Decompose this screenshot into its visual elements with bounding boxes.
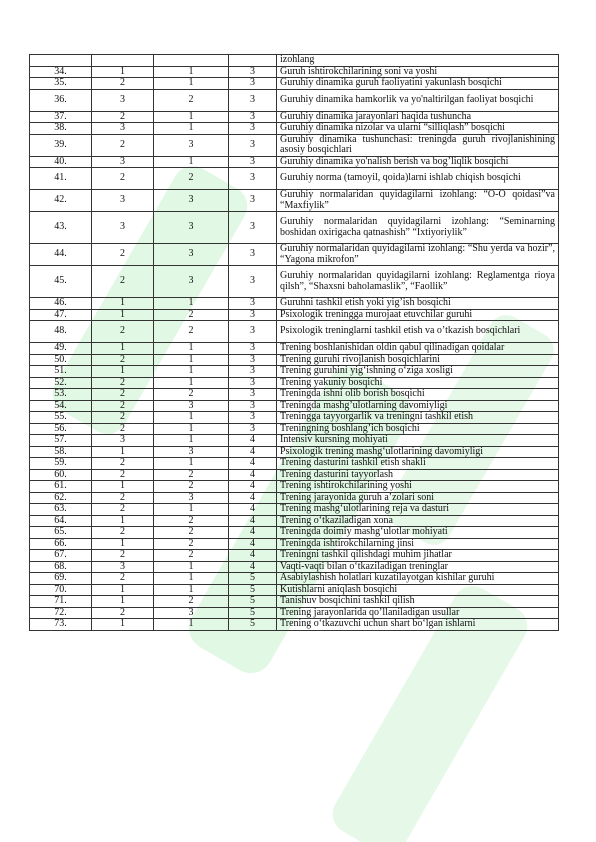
- cell-col-a: 1: [92, 66, 154, 78]
- cell-col-a: 1: [92, 298, 154, 310]
- cell-col-b: 1: [154, 111, 229, 123]
- cell-col-a: 3: [92, 89, 154, 111]
- cell-topic: Psixologik treninglarni tashkil etish va o’tkazish bosqichlari: [277, 321, 559, 343]
- cell-topic: Asabiylashish holatlari kuzatilayotgan kishilar guruhi: [277, 573, 559, 585]
- cell-topic: Trening jarayonlarida qo’llaniladigan usullar: [277, 607, 559, 619]
- table-row: [30, 400, 559, 412]
- cell-col-c: 5: [229, 573, 277, 585]
- cell-topic: Trening o‘tkaziladigan xona: [277, 515, 559, 527]
- cell-col-a: 1: [92, 515, 154, 527]
- cell-number: 50.: [30, 354, 92, 366]
- cell-col-b: 1: [154, 412, 229, 424]
- cell-topic: Guruhiy dinamika hamkorlik va yo'naltirilgan faoliyat bosqichi: [277, 89, 559, 111]
- cell-number: 63.: [30, 504, 92, 516]
- cell-number: 56.: [30, 423, 92, 435]
- table-row: [30, 78, 559, 90]
- cell-topic: Trening guruhini yig‘ishning o‘ziga xosligi: [277, 366, 559, 378]
- table-row: [30, 492, 559, 504]
- cell-number: 65.: [30, 527, 92, 539]
- cell-topic: Guruhiy normalaridan quyidagilarni izohlang: “Shu yerda va hozir”, “Yagona mikrofon”: [277, 244, 559, 266]
- cell-col-b: 2: [154, 550, 229, 562]
- table-body: [30, 55, 559, 631]
- table-row: [30, 538, 559, 550]
- cell-number: 41.: [30, 168, 92, 190]
- cell-col-c: 3: [229, 66, 277, 78]
- cell-col-c: 3: [229, 212, 277, 244]
- cell-col-b: 1: [154, 584, 229, 596]
- cell-col-c: 3: [229, 377, 277, 389]
- cell-col-c: 3: [229, 298, 277, 310]
- cell-col-b: 3: [154, 492, 229, 504]
- cell-number: 52.: [30, 377, 92, 389]
- cell-col-b: 1: [154, 423, 229, 435]
- cell-number: 37.: [30, 111, 92, 123]
- table-row: [30, 343, 559, 355]
- cell-col-c: 3: [229, 309, 277, 321]
- cell-col-b: 1: [154, 156, 229, 168]
- cell-number: 42.: [30, 190, 92, 212]
- table-row: [30, 66, 559, 78]
- cell-topic: Intensiv kursning mohiyati: [277, 435, 559, 447]
- cell-col-b: 3: [154, 400, 229, 412]
- cell-number: 40.: [30, 156, 92, 168]
- cell-topic: Psixologik trening mashg‘ulotlarining davomiyligi: [277, 446, 559, 458]
- cell-topic: Treningda doimiy mashg‘ulotlar mohiyati: [277, 527, 559, 539]
- cell-col-b: 1: [154, 78, 229, 90]
- cell-topic: Trening mashg‘ulotlarining reja va dasturi: [277, 504, 559, 516]
- cell-col-a: 1: [92, 596, 154, 608]
- cell-col-a: 1: [92, 619, 154, 631]
- cell-col-a: 2: [92, 550, 154, 562]
- table-row: [30, 504, 559, 516]
- cell-col-c: 3: [229, 190, 277, 212]
- cell-col-b: 3: [154, 244, 229, 266]
- table-row: [30, 190, 559, 212]
- cell-number: 60.: [30, 469, 92, 481]
- cell-col-c: 3: [229, 244, 277, 266]
- cell-number: [30, 55, 92, 67]
- cell-topic: Trening dasturini tashkil etish shakli: [277, 458, 559, 470]
- cell-col-b: 2: [154, 527, 229, 539]
- cell-col-b: 2: [154, 469, 229, 481]
- cell-number: 44.: [30, 244, 92, 266]
- cell-col-a: 2: [92, 423, 154, 435]
- table-row: [30, 298, 559, 310]
- cell-number: 59.: [30, 458, 92, 470]
- cell-col-c: 4: [229, 469, 277, 481]
- cell-col-a: 2: [92, 244, 154, 266]
- table-row: [30, 469, 559, 481]
- cell-topic: Guruh ishtirokchilarining soni va yoshi: [277, 66, 559, 78]
- cell-number: 35.: [30, 78, 92, 90]
- cell-number: 62.: [30, 492, 92, 504]
- cell-col-a: 3: [92, 123, 154, 135]
- cell-col-c: 4: [229, 481, 277, 493]
- cell-col-b: 3: [154, 266, 229, 298]
- cell-topic: Treningning boshlang’ich bosqichi: [277, 423, 559, 435]
- cell-col-a: 2: [92, 492, 154, 504]
- cell-number: 49.: [30, 343, 92, 355]
- cell-col-c: 4: [229, 458, 277, 470]
- table-row: [30, 515, 559, 527]
- cell-col-a: 2: [92, 458, 154, 470]
- table-row: [30, 134, 559, 156]
- table-row: [30, 354, 559, 366]
- cell-col-b: 3: [154, 607, 229, 619]
- cell-col-b: 2: [154, 168, 229, 190]
- table-row: [30, 596, 559, 608]
- table-row: [30, 212, 559, 244]
- question-table: [29, 54, 559, 631]
- cell-col-a: 1: [92, 309, 154, 321]
- cell-col-b: 1: [154, 619, 229, 631]
- cell-col-c: 3: [229, 78, 277, 90]
- cell-col-a: 3: [92, 561, 154, 573]
- cell-topic: Guruhiy dinamika tushunchasi: treningda guruh rivojlanishining asosiy bosqichlari: [277, 134, 559, 156]
- cell-number: 58.: [30, 446, 92, 458]
- cell-col-a: 2: [92, 389, 154, 401]
- table-row: [30, 573, 559, 585]
- table-row: [30, 123, 559, 135]
- cell-topic: Tanishuv bosqichini tashkil qilish: [277, 596, 559, 608]
- cell-topic: Guruhiy norma (tamoyil, qoida)larni ishlab chiqish bosqichi: [277, 168, 559, 190]
- cell-topic: Guruhiy dinamika jarayonlari haqida tushuncha: [277, 111, 559, 123]
- cell-topic: Psixologik treningga murojaat etuvchilar guruhi: [277, 309, 559, 321]
- cell-col-a: 2: [92, 377, 154, 389]
- cell-col-a: 1: [92, 446, 154, 458]
- cell-col-b: 3: [154, 446, 229, 458]
- table-row: [30, 266, 559, 298]
- cell-number: 54.: [30, 400, 92, 412]
- cell-number: 68.: [30, 561, 92, 573]
- cell-topic: Treningni tashkil qilishdagi muhim jihatlar: [277, 550, 559, 562]
- cell-number: 48.: [30, 321, 92, 343]
- cell-col-b: 1: [154, 561, 229, 573]
- cell-topic: Kutishlarni aniqlash bosqichi: [277, 584, 559, 596]
- cell-topic: Treningga tayyorgarlik va treningni tashkil etish: [277, 412, 559, 424]
- cell-topic: Guruhiy normalaridan quyidagilarni izohlang: “Seminarning boshidan oxirigacha qatnashish” “Ixtiyoriylik”: [277, 212, 559, 244]
- cell-col-c: 3: [229, 423, 277, 435]
- cell-topic: Guruhiy dinamika yo'nalish berish va bog’liqlik bosqichi: [277, 156, 559, 168]
- table-row: [30, 377, 559, 389]
- table-row: [30, 584, 559, 596]
- cell-number: 38.: [30, 123, 92, 135]
- cell-number: 64.: [30, 515, 92, 527]
- cell-topic: Treningda mashg’ulotlarning davomiyligi: [277, 400, 559, 412]
- table-row: [30, 527, 559, 539]
- cell-topic: Treningda ishtirokchilarning jinsi: [277, 538, 559, 550]
- cell-col-b: 2: [154, 389, 229, 401]
- cell-col-a: 2: [92, 573, 154, 585]
- cell-col-b: 3: [154, 134, 229, 156]
- cell-col-b: 2: [154, 538, 229, 550]
- cell-col-a: 2: [92, 111, 154, 123]
- cell-col-c: 4: [229, 446, 277, 458]
- cell-col-b: 3: [154, 212, 229, 244]
- cell-number: 46.: [30, 298, 92, 310]
- cell-col-a: 3: [92, 212, 154, 244]
- cell-col-c: 4: [229, 435, 277, 447]
- cell-col-c: 4: [229, 550, 277, 562]
- cell-col-c: 3: [229, 266, 277, 298]
- cell-topic: Trening ishtirokchilarining yoshi: [277, 481, 559, 493]
- cell-col-b: 1: [154, 354, 229, 366]
- table-row: [30, 607, 559, 619]
- cell-number: 72.: [30, 607, 92, 619]
- cell-topic: Trening o‘tkazuvchi uchun shart bo‘lgan ishlarni: [277, 619, 559, 631]
- cell-number: 57.: [30, 435, 92, 447]
- cell-col-c: 4: [229, 538, 277, 550]
- cell-col-c: [229, 55, 277, 67]
- table-row: [30, 321, 559, 343]
- cell-number: 55.: [30, 412, 92, 424]
- cell-col-a: 2: [92, 400, 154, 412]
- cell-col-c: 5: [229, 584, 277, 596]
- table-row: [30, 55, 559, 67]
- cell-col-a: 3: [92, 156, 154, 168]
- cell-col-a: 3: [92, 435, 154, 447]
- table-row: [30, 111, 559, 123]
- cell-col-c: 4: [229, 561, 277, 573]
- cell-col-a: 1: [92, 584, 154, 596]
- table-row: [30, 423, 559, 435]
- cell-col-c: 4: [229, 492, 277, 504]
- table-row: [30, 446, 559, 458]
- cell-topic: Trening guruhi rivojlanish bosqichlarini: [277, 354, 559, 366]
- cell-col-c: 3: [229, 321, 277, 343]
- cell-col-a: 3: [92, 190, 154, 212]
- cell-col-b: 2: [154, 89, 229, 111]
- cell-number: 70.: [30, 584, 92, 596]
- cell-number: 61.: [30, 481, 92, 493]
- cell-number: 67.: [30, 550, 92, 562]
- cell-number: 34.: [30, 66, 92, 78]
- cell-col-a: 2: [92, 354, 154, 366]
- table-row: [30, 561, 559, 573]
- table-row: [30, 412, 559, 424]
- cell-number: 47.: [30, 309, 92, 321]
- cell-col-c: 4: [229, 515, 277, 527]
- cell-col-a: 2: [92, 504, 154, 516]
- cell-topic: Guruhiy normalaridan quyidagilarni izohlang: Reglamentga rioya qilsh”, “Shaxsni baholamaslik”, “Faollik”: [277, 266, 559, 298]
- cell-col-c: 5: [229, 607, 277, 619]
- cell-col-a: 2: [92, 134, 154, 156]
- cell-topic: Guruhiy dinamika nizolar va ularni “silliqlash” bosqichi: [277, 123, 559, 135]
- table-row: [30, 550, 559, 562]
- cell-col-c: 3: [229, 354, 277, 366]
- cell-number: 71.: [30, 596, 92, 608]
- table-row: [30, 366, 559, 378]
- cell-topic: Guruhni tashkil etish yoki yig’ish bosqichi: [277, 298, 559, 310]
- cell-col-b: 1: [154, 366, 229, 378]
- cell-col-c: 3: [229, 111, 277, 123]
- cell-col-c: 4: [229, 527, 277, 539]
- cell-col-b: 1: [154, 458, 229, 470]
- cell-topic: Trening boshlanishidan oldin qabul qilinadigan qoidalar: [277, 343, 559, 355]
- table-row: [30, 168, 559, 190]
- cell-col-a: 1: [92, 538, 154, 550]
- cell-col-a: 2: [92, 412, 154, 424]
- table-row: [30, 89, 559, 111]
- cell-col-a: 2: [92, 78, 154, 90]
- cell-col-c: 3: [229, 343, 277, 355]
- cell-col-a: 2: [92, 527, 154, 539]
- table-row: [30, 309, 559, 321]
- table-row: [30, 389, 559, 401]
- cell-number: 43.: [30, 212, 92, 244]
- cell-col-b: 3: [154, 190, 229, 212]
- cell-col-b: 2: [154, 515, 229, 527]
- table-row: [30, 619, 559, 631]
- cell-topic: Guruhiy dinamika guruh faoliyatini yakunlash bosqichi: [277, 78, 559, 90]
- cell-topic: Vaqti-vaqti bilan o‘tkaziladigan treninglar: [277, 561, 559, 573]
- cell-col-a: 1: [92, 343, 154, 355]
- cell-col-c: 3: [229, 366, 277, 378]
- cell-number: 51.: [30, 366, 92, 378]
- cell-col-b: 2: [154, 481, 229, 493]
- cell-col-a: 2: [92, 607, 154, 619]
- cell-col-a: 2: [92, 168, 154, 190]
- cell-col-a: 2: [92, 266, 154, 298]
- cell-col-b: 1: [154, 435, 229, 447]
- cell-col-c: 4: [229, 504, 277, 516]
- cell-col-c: 3: [229, 400, 277, 412]
- cell-col-c: 5: [229, 596, 277, 608]
- cell-topic: Trening jarayonida guruh a’zolari soni: [277, 492, 559, 504]
- cell-topic: Trening dasturini tayyorlash: [277, 469, 559, 481]
- cell-col-c: 3: [229, 389, 277, 401]
- cell-col-a: 2: [92, 469, 154, 481]
- cell-col-b: 1: [154, 504, 229, 516]
- cell-topic: Trening yakuniy bosqichi: [277, 377, 559, 389]
- cell-col-b: 1: [154, 343, 229, 355]
- cell-number: 73.: [30, 619, 92, 631]
- table-row: [30, 481, 559, 493]
- cell-col-a: 1: [92, 366, 154, 378]
- cell-col-b: 1: [154, 123, 229, 135]
- cell-col-c: 3: [229, 412, 277, 424]
- cell-col-b: 2: [154, 309, 229, 321]
- cell-number: 45.: [30, 266, 92, 298]
- cell-col-b: 1: [154, 377, 229, 389]
- cell-number: 53.: [30, 389, 92, 401]
- cell-number: 39.: [30, 134, 92, 156]
- table-row: [30, 458, 559, 470]
- cell-col-c: 3: [229, 156, 277, 168]
- cell-col-b: 2: [154, 596, 229, 608]
- cell-col-c: 3: [229, 134, 277, 156]
- cell-col-a: [92, 55, 154, 67]
- cell-col-a: 1: [92, 481, 154, 493]
- cell-col-c: 5: [229, 619, 277, 631]
- cell-col-c: 3: [229, 89, 277, 111]
- cell-col-b: 2: [154, 321, 229, 343]
- cell-col-b: [154, 55, 229, 67]
- cell-number: 66.: [30, 538, 92, 550]
- cell-number: 36.: [30, 89, 92, 111]
- cell-col-b: 1: [154, 66, 229, 78]
- table-row: [30, 435, 559, 447]
- table-row: [30, 156, 559, 168]
- table-row: [30, 244, 559, 266]
- cell-col-c: 3: [229, 123, 277, 135]
- cell-topic: Treningda ishni olib borish bosqichi: [277, 389, 559, 401]
- cell-col-a: 2: [92, 321, 154, 343]
- cell-number: 69.: [30, 573, 92, 585]
- cell-col-b: 1: [154, 573, 229, 585]
- cell-topic: Guruhiy normalaridan quyidagilarni izohlang: “O-O qoidasi”va “Maxfiylik”: [277, 190, 559, 212]
- cell-col-c: 3: [229, 168, 277, 190]
- cell-col-b: 1: [154, 298, 229, 310]
- cell-topic: izohlang: [277, 55, 559, 67]
